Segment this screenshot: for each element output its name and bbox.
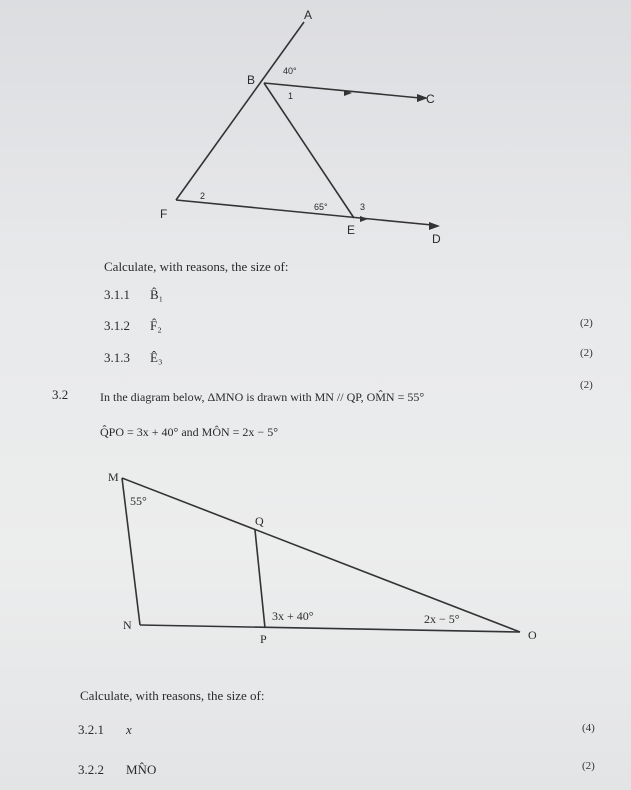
angle-o-label: 2x − 5° bbox=[424, 612, 460, 626]
q321-marks: (4) bbox=[582, 722, 595, 734]
q311-label: B̂₁ bbox=[150, 287, 164, 302]
q32-line2: Q̂PO = 3x + 40° and MÔN = 2x − 5° bbox=[100, 425, 279, 439]
q312-label: F̂₂ bbox=[150, 318, 162, 333]
q322-number: 3.2.2 bbox=[78, 762, 104, 777]
q322-label: MN̂O bbox=[126, 762, 157, 777]
point-f-label: F bbox=[160, 207, 168, 221]
q312-marks: (2) bbox=[580, 317, 593, 329]
line-m-o bbox=[122, 478, 520, 632]
point-b-label: B bbox=[247, 73, 256, 87]
point-c-label: C bbox=[426, 92, 435, 106]
line-n-o bbox=[140, 625, 520, 632]
line-q-p bbox=[255, 530, 265, 628]
q32-instruction: Calculate, with reasons, the size of: bbox=[80, 688, 265, 703]
angle-f2-label: 2 bbox=[200, 191, 206, 201]
point-e-label: E bbox=[347, 223, 356, 237]
q32-line1: In the diagram below, ΔMNO is drawn with MN // QP, OM̂N = 55° bbox=[100, 390, 425, 404]
angle-e3-label: 3 bbox=[360, 202, 366, 212]
parallel-arrow-fd bbox=[360, 216, 368, 222]
angle-b-40-label: 40° bbox=[283, 66, 297, 76]
angle-m-55-label: 55° bbox=[130, 494, 147, 508]
line-b-e bbox=[264, 83, 354, 218]
q31-extra-marks: (2) bbox=[580, 379, 593, 391]
point-q-label: Q bbox=[255, 514, 264, 528]
q321-number: 3.2.1 bbox=[78, 722, 104, 737]
q321-label: x bbox=[126, 722, 132, 737]
point-a-label: A bbox=[304, 8, 313, 22]
q311-number: 3.1.1 bbox=[104, 287, 130, 302]
angle-e-65-label: 65° bbox=[314, 202, 328, 212]
point-n-label: N bbox=[123, 618, 132, 632]
line-a-f bbox=[176, 22, 304, 200]
line-f-d bbox=[176, 200, 432, 225]
point-d-label: D bbox=[432, 232, 441, 246]
arrow-d bbox=[429, 222, 440, 230]
q31-instruction: Calculate, with reasons, the size of: bbox=[104, 259, 289, 274]
q32-number: 3.2 bbox=[52, 387, 69, 402]
angle-p-label: 3x + 40° bbox=[272, 609, 314, 623]
point-m-label: M bbox=[108, 470, 119, 484]
q313-number: 3.1.3 bbox=[104, 350, 130, 365]
q312-number: 3.1.2 bbox=[104, 318, 130, 333]
q313-label: Ê₃ bbox=[150, 350, 163, 365]
angle-b1-label: 1 bbox=[288, 91, 294, 101]
point-o-label: O bbox=[528, 628, 537, 642]
point-p-label: P bbox=[260, 632, 267, 646]
q313-marks: (2) bbox=[580, 347, 593, 359]
q322-marks: (2) bbox=[582, 760, 595, 772]
